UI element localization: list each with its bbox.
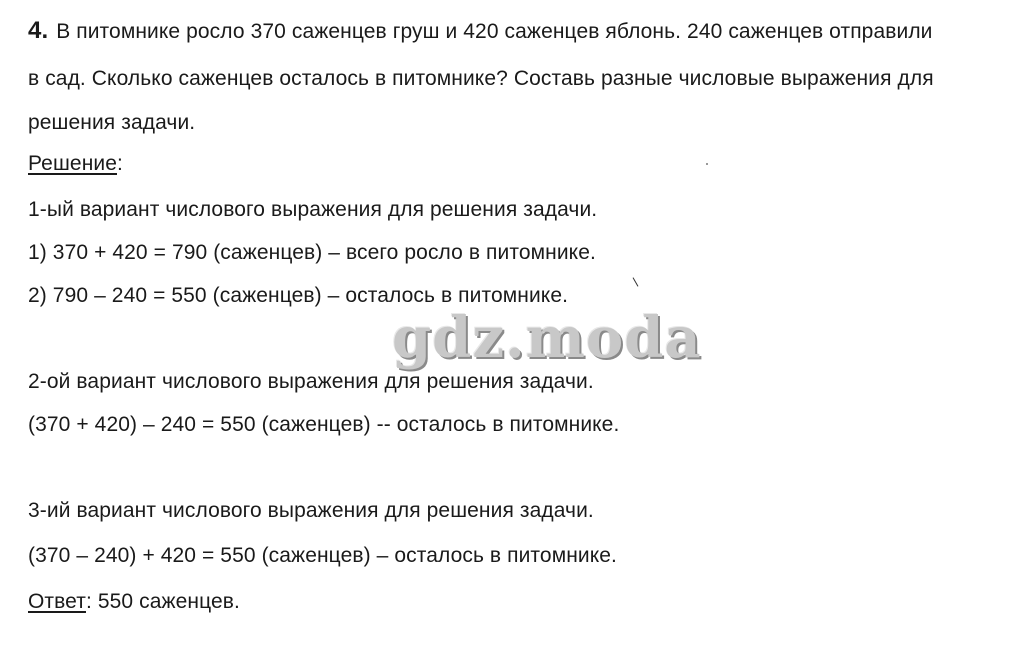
task-line-1 [28,18,933,45]
variant-3-title: 3-ий вариант числового выражения для решения задачи. [28,499,594,522]
variant-1-step-1: 1) 370 + 420 = 790 (саженцев) – всего росло в питомнике. [28,241,596,264]
stray-dot [706,163,708,165]
answer-value: : 550 саженцев. [85,590,240,613]
variant-1-step-2: 2) 790 – 240 = 550 (саженцев) – осталось в питомнике. [28,284,569,307]
variant-1-title: 1-ый вариант числового выражения для решения задачи. [28,198,598,221]
solution-heading-colon: : [117,152,123,175]
answer-label: Ответ [28,590,86,613]
variant-2-expression: (370 + 420) – 240 = 550 (саженцев) -- осталось в питомнике. [28,413,620,436]
solution-heading-label: Решение [28,152,117,175]
answer-line [28,589,240,615]
task-text-line-1: В питомнике росло 370 саженцев груш и 420 саженцев яблонь. 240 саженцев отправили [56,20,933,43]
variant-3-expression: (370 – 240) + 420 = 550 (саженцев) – осталось в питомнике. [28,544,617,567]
task-text-line-3: решения задачи. [28,111,196,134]
task-number: 4. [28,17,49,44]
stray-mark [633,277,639,286]
watermark-logo: gdz.moda [392,305,702,371]
variant-2-title: 2-ой вариант числового выражения для решения задачи. [28,370,594,393]
solution-heading [28,151,123,177]
task-text-line-2: в сад. Сколько саженцев осталось в питомнике? Составь разные числовые выражения для [28,67,934,90]
